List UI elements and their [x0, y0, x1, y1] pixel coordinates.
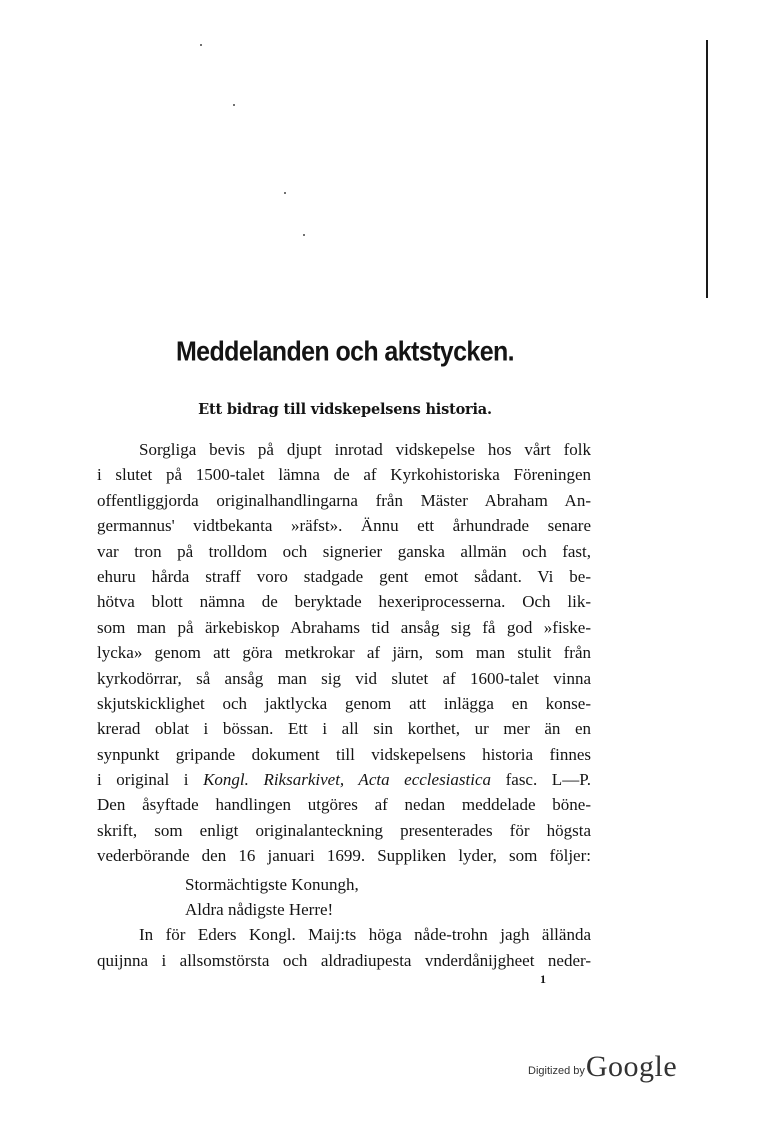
text-line: lycka» genom att göra metkrokar af järn, som man stulit från: [97, 643, 591, 663]
page-title: Meddelanden och aktstycken.: [175, 336, 515, 368]
text-line: krerad oblat i bössan. Ett i all sin korthet, ur mer än en: [97, 719, 591, 739]
text-line: hötva blott nämna de beryktade hexeriprocesserna. Och lik-: [97, 592, 591, 612]
archive-fascicle: fasc. L—P.: [505, 770, 592, 790]
text-line: kyrkodörrar, så ansåg man sig vid slutet af 1600-talet vinna: [97, 668, 591, 688]
article-body: [97, 437, 591, 973]
digitized-watermark: [528, 1050, 677, 1084]
article-subtitle: Ett bidrag till vidskepelsens historia.: [198, 401, 492, 418]
text-line: In för Eders Kongl. Maij:ts höga nåde-trohn jagh ällända: [139, 925, 591, 945]
archive-source: Kongl. Riksarkivet, Acta ecclesiastica: [203, 770, 492, 790]
page-number: 1: [540, 972, 546, 986]
text-line: skrift, som enligt originalanteckning presenterades för högsta: [97, 820, 591, 840]
scan-speck: [284, 192, 286, 194]
text-line: skjutskicklighet och jaktlycka genom att inlägga en konse-: [97, 693, 591, 713]
text-line: i slutet på 1500-talet lämna de af Kyrkohistoriska Föreningen: [97, 465, 591, 485]
salutation-line: Aldra nådigste Herre!: [185, 900, 334, 920]
text-line: vederbörande den 16 januari 1699. Suppliken lyder, som följer:: [97, 846, 591, 866]
text-line: germannus' vidtbekanta »räfst». Ännu ett århundrade senare: [97, 516, 591, 536]
google-logo-text: Google: [585, 1050, 678, 1083]
scan-speck: [200, 44, 202, 46]
archive-reference-line: [97, 767, 591, 792]
digitized-label: Digitized by: [528, 1065, 585, 1077]
text-line: ehuru hårda straff voro stadgade gent emot sådant. Vi be-: [97, 566, 591, 586]
scan-speck: [233, 104, 235, 106]
text-line: Den åsyftade handlingen utgöres af nedan meddelade böne-: [97, 795, 591, 815]
page-edge-rule: [706, 40, 708, 298]
text-line: som man på ärkebiskop Abrahams tid ansåg sig få god »fiske-: [97, 617, 591, 637]
archive-prefix: i original i: [97, 770, 189, 790]
text-line: quijnna i allsomstörsta och aldradiupesta vnderdånijgheet neder-: [97, 950, 591, 970]
text-line: Sorgliga bevis på djupt inrotad vidskepelse hos vårt folk: [139, 440, 591, 459]
text-line: var tron på trolldom och signerier ganska allmän och fast,: [97, 541, 591, 561]
text-line: synpunkt gripande dokument till vidskepelsens historia finnes: [97, 744, 591, 764]
text-line: offentliggjorda originalhandlingarna från Mäster Abraham An-: [97, 490, 591, 510]
salutation-line: Stormächtigste Konungh,: [185, 874, 359, 894]
scan-speck: [303, 234, 305, 236]
